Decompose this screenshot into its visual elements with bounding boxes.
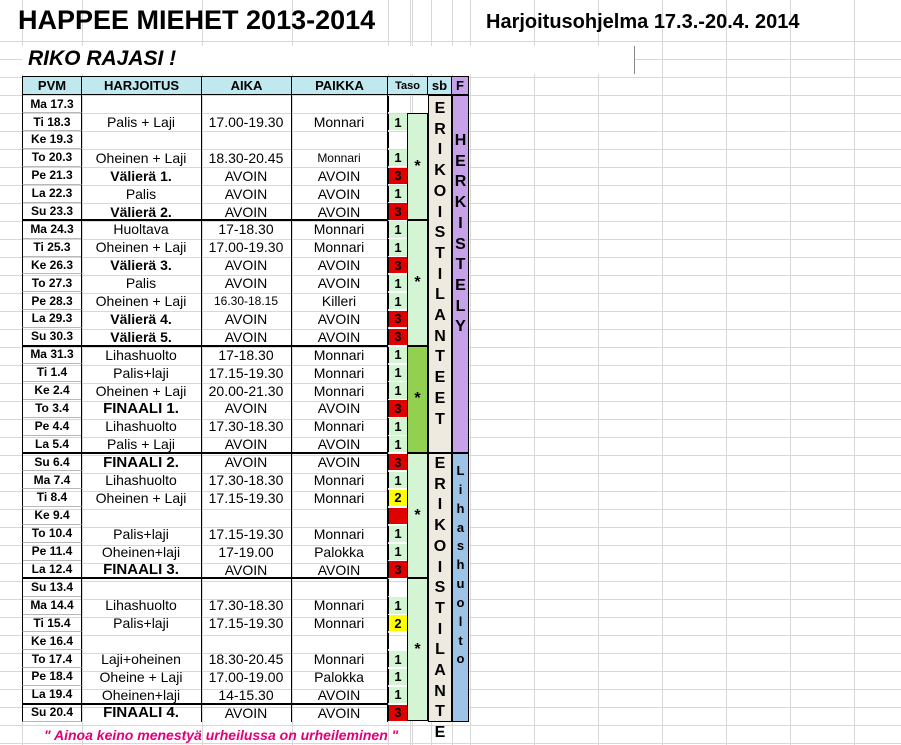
vertical-letter: I [437, 496, 443, 514]
cell-paikka[interactable]: Palokka [291, 668, 388, 686]
cell-harjoitus[interactable]: Palis+laji [81, 364, 202, 382]
cell-taso[interactable]: 1 [388, 114, 407, 130]
sb-vertical-erikoistilanteet-2[interactable] [428, 453, 452, 742]
cell-paikka[interactable]: AVOIN [291, 310, 388, 328]
cell-harjoitus[interactable]: Oheinen + Laji [81, 381, 202, 399]
cell-paikka[interactable]: Monnari [291, 220, 388, 238]
cell-aika[interactable] [201, 95, 292, 113]
vertical-letter: E [434, 100, 446, 117]
cell-aika[interactable]: 17.30-18.30 [201, 417, 292, 435]
cell-harjoitus[interactable]: Palis + Laji [81, 113, 202, 131]
cell-pvm[interactable]: Ke 2.4 [22, 381, 82, 399]
star-block[interactable]: * [407, 220, 428, 345]
vertical-letter: E [455, 152, 466, 170]
cell-harjoitus[interactable]: FINAALI 1. [81, 399, 202, 417]
vertical-letter: K [434, 162, 446, 180]
vertical-letter: K [434, 517, 446, 535]
cell-pvm[interactable]: Ke 19.3 [22, 131, 82, 149]
cell-aika[interactable] [201, 131, 292, 149]
cell-paikka[interactable]: Monnari [291, 238, 388, 256]
vertical-letter: I [437, 141, 443, 159]
cell-paikka[interactable]: AVOIN [291, 328, 388, 346]
cell-aika[interactable]: AVOIN [201, 310, 292, 328]
cell-taso[interactable] [388, 579, 407, 595]
vertical-letter: t [458, 632, 463, 648]
cell-harjoitus[interactable] [81, 632, 202, 650]
cell-taso[interactable]: 1 [388, 239, 407, 255]
vertical-letter: S [434, 224, 446, 242]
cell-aika[interactable]: 17-18.30 [201, 220, 292, 238]
cell-harjoitus[interactable] [81, 578, 202, 596]
cell-taso[interactable] [388, 96, 407, 112]
header-paikka[interactable]: PAIKKA [291, 76, 388, 95]
f-vertical-lihashuolto[interactable] [452, 453, 469, 722]
vertical-letter: K [454, 194, 467, 212]
cell-paikka[interactable] [291, 507, 388, 525]
cell-taso[interactable] [388, 508, 407, 524]
cell-aika[interactable]: AVOIN [201, 202, 292, 220]
cell-taso[interactable]: 1 [388, 150, 407, 166]
cell-harjoitus[interactable]: Oheinen+laji [81, 543, 202, 561]
week-separator [22, 703, 388, 705]
cell-paikka[interactable] [291, 632, 388, 650]
cell-pvm[interactable]: Su 23.3 [22, 202, 82, 220]
cell-paikka[interactable]: Monnari [291, 364, 388, 382]
vertical-letter: E [434, 455, 446, 472]
vertical-letter: L [456, 463, 465, 478]
cell-paikka[interactable]: Monnari [291, 489, 388, 507]
cell-aika[interactable]: AVOIN [201, 435, 292, 453]
week-separator [22, 452, 388, 454]
vertical-letter: h [456, 557, 465, 573]
motto-banner [22, 46, 635, 74]
vertical-letter: N [434, 682, 446, 700]
sb-vertical-erikoistilanteet-1[interactable] [428, 95, 452, 453]
cell-harjoitus[interactable] [81, 95, 202, 113]
cell-pvm[interactable]: La 22.3 [22, 185, 82, 203]
cell-paikka[interactable]: Monnari [291, 614, 388, 632]
cell-aika[interactable]: 17.15-19.30 [201, 489, 292, 507]
star-block[interactable]: * [407, 453, 428, 578]
cell-paikka[interactable]: AVOIN [291, 453, 388, 471]
cell-pvm[interactable]: Ti 1.4 [22, 364, 82, 382]
vertical-letter: T [435, 348, 445, 366]
star-block[interactable]: * [407, 346, 428, 453]
cell-paikka[interactable]: Killeri [291, 292, 388, 310]
vertical-letter: T [435, 599, 445, 617]
vertical-letter: L [455, 297, 466, 315]
week-separator [22, 345, 388, 347]
cell-taso[interactable]: 1 [388, 275, 407, 291]
cell-pvm[interactable]: Pe 18.4 [22, 668, 82, 686]
vertical-letter: R [454, 173, 467, 191]
vertical-letter: O [433, 182, 447, 200]
cell-taso[interactable]: 1 [388, 436, 407, 452]
cell-harjoitus[interactable]: Välierä 3. [81, 256, 202, 274]
header-harjoitus[interactable]: HARJOITUS [81, 76, 202, 95]
cell-paikka[interactable]: Monnari [291, 650, 388, 668]
gridline-vertical [854, 0, 855, 745]
page-title: HAPPEE MIEHET 2013-2014 [18, 5, 376, 35]
vertical-letter: S [434, 579, 446, 597]
vertical-letter: T [435, 703, 445, 721]
cell-aika[interactable]: 16.30-18.15 [201, 292, 292, 310]
cell-aika[interactable] [201, 632, 292, 650]
cell-taso[interactable]: 1 [388, 186, 407, 202]
cell-aika[interactable]: 17.00-19.00 [201, 668, 292, 686]
cell-pvm[interactable]: Pe 21.3 [22, 167, 82, 185]
vertical-letter: L [435, 286, 445, 304]
vertical-letter: o [456, 651, 465, 667]
cell-harjoitus[interactable]: Palis [81, 274, 202, 292]
cell-harjoitus[interactable]: Huoltava [81, 220, 202, 238]
cell-pvm[interactable]: To 27.3 [22, 274, 82, 292]
cell-paikka[interactable]: Monnari [291, 417, 388, 435]
cell-taso[interactable]: 1 [388, 651, 407, 667]
cell-aika[interactable]: AVOIN [201, 185, 292, 203]
cell-pvm[interactable]: Ti 8.4 [22, 489, 82, 507]
cell-aika[interactable]: 18.30-20.45 [201, 650, 292, 668]
cell-pvm[interactable]: La 12.4 [22, 560, 82, 578]
cell-aika[interactable]: AVOIN [201, 399, 292, 417]
gridline-horizontal [0, 725, 901, 726]
header-sb[interactable]: sb [427, 76, 452, 95]
vertical-letter: R [434, 475, 446, 493]
cell-paikka[interactable]: Palokka [291, 543, 388, 561]
cell-paikka[interactable]: AVOIN [291, 560, 388, 578]
cell-taso[interactable]: 1 [388, 669, 407, 685]
vertical-letter: h [456, 500, 465, 516]
cell-paikka[interactable]: Monnari [291, 525, 388, 543]
cell-paikka[interactable]: AVOIN [291, 202, 388, 220]
cell-pvm[interactable]: La 19.4 [22, 686, 82, 704]
cell-taso[interactable]: 1 [388, 544, 407, 560]
cell-paikka[interactable]: Monnari [291, 381, 388, 399]
header-aika[interactable]: AIKA [201, 76, 292, 95]
cell-pvm[interactable]: Ma 7.4 [22, 471, 82, 489]
cell-paikka[interactable]: Monnari [291, 471, 388, 489]
vertical-letter: Y [455, 318, 466, 336]
cell-aika[interactable]: 14-15.30 [201, 686, 292, 704]
cell-taso[interactable] [388, 132, 407, 148]
cell-pvm[interactable]: La 5.4 [22, 435, 82, 453]
gridline-vertical [598, 0, 599, 745]
cell-taso[interactable]: 3 [388, 311, 407, 327]
f-vertical-herkistely[interactable] [452, 95, 469, 453]
cell-harjoitus[interactable]: Välierä 4. [81, 310, 202, 328]
cell-aika[interactable]: AVOIN [201, 560, 292, 578]
vertical-letter: I [458, 214, 463, 232]
cell-pvm[interactable]: Ti 25.3 [22, 238, 82, 256]
cell-aika[interactable] [201, 578, 292, 596]
cell-paikka[interactable]: Monnari [291, 346, 388, 364]
cell-aika[interactable]: 20.00-21.30 [201, 381, 292, 399]
cell-harjoitus[interactable]: Lihashuolto [81, 346, 202, 364]
cell-paikka[interactable]: AVOIN [291, 274, 388, 292]
vertical-letter: I [437, 203, 443, 221]
cell-aika[interactable]: AVOIN [201, 704, 292, 722]
cell-taso[interactable]: 3 [388, 329, 407, 345]
cell-harjoitus[interactable] [81, 131, 202, 149]
cell-paikka[interactable]: AVOIN [291, 399, 388, 417]
cell-pvm[interactable]: To 10.4 [22, 525, 82, 543]
cell-pvm[interactable]: To 3.4 [22, 399, 82, 417]
vertical-letter: N [434, 327, 446, 345]
cell-harjoitus[interactable]: Oheinen+laji [81, 686, 202, 704]
vertical-letter: E [434, 724, 446, 742]
vertical-letter: O [433, 537, 447, 555]
cell-harjoitus[interactable]: Oheinen + Laji [81, 489, 202, 507]
week-separator [22, 219, 388, 221]
cell-pvm[interactable]: Ma 31.3 [22, 346, 82, 364]
cell-taso[interactable]: 2 [388, 615, 407, 631]
page-subtitle: Harjoitusohjelma 17.3.-20.4. 2014 [486, 11, 800, 33]
cell-paikka[interactable]: AVOIN [291, 167, 388, 185]
vertical-letter: E [434, 389, 446, 407]
header-pvm[interactable]: PVM [22, 76, 82, 95]
cell-pvm[interactable]: Ke 16.4 [22, 632, 82, 650]
cell-taso[interactable]: 3 [388, 454, 407, 470]
cell-aika[interactable]: 17-18.30 [201, 346, 292, 364]
cell-paikka[interactable]: AVOIN [291, 704, 388, 722]
cell-pvm[interactable]: Su 20.4 [22, 704, 82, 722]
cell-pvm[interactable]: Ke 9.4 [22, 507, 82, 525]
cell-aika[interactable]: AVOIN [201, 328, 292, 346]
cell-paikka[interactable]: Monnari [291, 113, 388, 131]
cell-paikka[interactable]: AVOIN [291, 185, 388, 203]
cell-paikka[interactable] [291, 95, 388, 113]
cell-pvm[interactable]: Ti 18.3 [22, 113, 82, 131]
cell-paikka[interactable]: Monnari [291, 149, 388, 167]
motto-text: RIKO RAJASI ! [28, 47, 177, 70]
cell-pvm[interactable]: Ma 17.3 [22, 95, 82, 113]
cell-taso[interactable]: 3 [388, 400, 407, 416]
cell-aika[interactable]: AVOIN [201, 167, 292, 185]
cell-harjoitus[interactable]: FINAALI 3. [81, 560, 202, 578]
cell-taso[interactable]: 1 [388, 365, 407, 381]
cell-paikka[interactable] [291, 578, 388, 596]
cell-aika[interactable]: AVOIN [201, 274, 292, 292]
cell-aika[interactable]: 17.15-19.30 [201, 614, 292, 632]
cell-harjoitus[interactable]: Oheinen + Laji [81, 238, 202, 256]
vertical-letter: A [434, 662, 446, 680]
cell-taso[interactable]: 1 [388, 597, 407, 613]
week-separator [22, 577, 388, 579]
cell-pvm[interactable]: Pe 28.3 [22, 292, 82, 310]
cell-pvm[interactable]: La 29.3 [22, 310, 82, 328]
cell-taso[interactable]: 1 [388, 293, 407, 309]
cell-aika[interactable] [201, 507, 292, 525]
cell-aika[interactable]: 17.00-19.30 [201, 113, 292, 131]
cell-harjoitus[interactable]: Oheinen + Laji [81, 292, 202, 310]
cell-taso[interactable]: 1 [388, 221, 407, 237]
cell-pvm[interactable]: Su 30.3 [22, 328, 82, 346]
star-block[interactable]: * [407, 578, 428, 721]
cell-paikka[interactable]: AVOIN [291, 256, 388, 274]
cell-harjoitus[interactable]: Palis [81, 185, 202, 203]
gridline-vertical [534, 0, 535, 745]
vertical-letter: a [456, 519, 465, 535]
vertical-letter: u [456, 576, 465, 592]
cell-taso[interactable] [388, 633, 407, 649]
cell-paikka[interactable] [291, 131, 388, 149]
cell-taso[interactable]: 2 [388, 490, 407, 506]
gridline-vertical [470, 0, 471, 745]
cell-aika[interactable]: 17.30-18.30 [201, 471, 292, 489]
vertical-letter: I [437, 558, 443, 576]
vertical-letter: L [435, 641, 445, 659]
cell-harjoitus[interactable]: Palis + Laji [81, 435, 202, 453]
cell-taso[interactable]: 3 [388, 168, 407, 184]
vertical-letter: o [456, 594, 465, 610]
cell-harjoitus[interactable]: Laji+oheinen [81, 650, 202, 668]
cell-pvm[interactable]: Pe 11.4 [22, 543, 82, 561]
cell-pvm[interactable]: Ma 14.4 [22, 596, 82, 614]
vertical-letter: T [455, 256, 466, 274]
cell-harjoitus[interactable]: Lihashuolto [81, 417, 202, 435]
cell-harjoitus[interactable]: Palis+laji [81, 614, 202, 632]
cell-harjoitus[interactable]: Oheine + Laji [81, 668, 202, 686]
vertical-letter: I [437, 265, 443, 283]
cell-taso[interactable]: 1 [388, 347, 407, 363]
gridline-vertical [662, 0, 663, 745]
cell-harjoitus[interactable]: Välierä 1. [81, 167, 202, 185]
vertical-letter: R [434, 120, 446, 138]
cell-pvm[interactable]: To 20.3 [22, 149, 82, 167]
cell-taso[interactable]: 1 [388, 472, 407, 488]
vertical-letter: I [437, 620, 443, 638]
cell-taso[interactable]: 3 [388, 705, 407, 721]
vertical-letter: l [458, 613, 463, 629]
cell-paikka[interactable]: AVOIN [291, 686, 388, 704]
vertical-letter: E [455, 276, 466, 294]
cell-pvm[interactable]: Su 13.4 [22, 578, 82, 596]
cell-pvm[interactable]: Ti 15.4 [22, 614, 82, 632]
header-taso[interactable]: Taso [387, 76, 428, 95]
gridline-horizontal [0, 41, 901, 42]
vertical-letter: E [434, 369, 446, 387]
header-f[interactable]: F [451, 76, 469, 95]
cell-aika[interactable]: 17.15-19.30 [201, 364, 292, 382]
cell-pvm[interactable]: Ma 24.3 [22, 220, 82, 238]
cell-pvm[interactable]: Pe 4.4 [22, 417, 82, 435]
cell-pvm[interactable]: Ke 26.3 [22, 256, 82, 274]
cell-harjoitus[interactable]: Lihashuolto [81, 596, 202, 614]
cell-taso[interactable]: 1 [388, 687, 407, 703]
cell-harjoitus[interactable] [81, 507, 202, 525]
cell-aika[interactable]: 18.30-20.45 [201, 149, 292, 167]
vertical-letter: s [456, 538, 465, 554]
gridline-vertical [726, 0, 727, 745]
vertical-letter: A [434, 307, 446, 325]
cell-aika[interactable]: 17.15-19.30 [201, 525, 292, 543]
gridline-horizontal [0, 743, 901, 744]
cell-pvm[interactable]: Su 6.4 [22, 453, 82, 471]
cell-aika[interactable]: 17.00-19.30 [201, 238, 292, 256]
cell-harjoitus[interactable]: Oheinen + Laji [81, 149, 202, 167]
vertical-letter: H [454, 132, 467, 149]
cell-harjoitus[interactable]: FINAALI 2. [81, 453, 202, 471]
cell-aika[interactable]: AVOIN [201, 453, 292, 471]
cell-taso[interactable]: 1 [388, 418, 407, 434]
vertical-letter: T [435, 410, 445, 428]
cell-taso[interactable]: 3 [388, 203, 407, 219]
cell-aika[interactable]: 17.30-18.30 [201, 596, 292, 614]
footer-quote: " Ainoa keino menestyä urheilussa on urheileminen " [44, 727, 399, 743]
vertical-letter: T [435, 244, 445, 262]
cell-paikka[interactable]: Monnari [291, 596, 388, 614]
cell-taso[interactable]: 3 [388, 257, 407, 273]
cell-harjoitus[interactable]: FINAALI 4. [81, 704, 202, 722]
cell-harjoitus[interactable]: Välierä 2. [81, 202, 202, 220]
cell-pvm[interactable]: To 17.4 [22, 650, 82, 668]
cell-aika[interactable]: 17-19.00 [201, 543, 292, 561]
cell-paikka[interactable]: AVOIN [291, 435, 388, 453]
vertical-letter: S [455, 235, 466, 253]
vertical-letter: i [458, 481, 463, 497]
cell-taso[interactable]: 3 [388, 561, 407, 577]
gridline-vertical [790, 0, 791, 745]
cell-harjoitus[interactable]: Välierä 5. [81, 328, 202, 346]
cell-taso[interactable]: 1 [388, 382, 407, 398]
star-block[interactable]: * [407, 113, 428, 220]
cell-taso[interactable]: 1 [388, 526, 407, 542]
cell-harjoitus[interactable]: Lihashuolto [81, 471, 202, 489]
cell-harjoitus[interactable]: Palis+laji [81, 525, 202, 543]
cell-aika[interactable]: AVOIN [201, 256, 292, 274]
